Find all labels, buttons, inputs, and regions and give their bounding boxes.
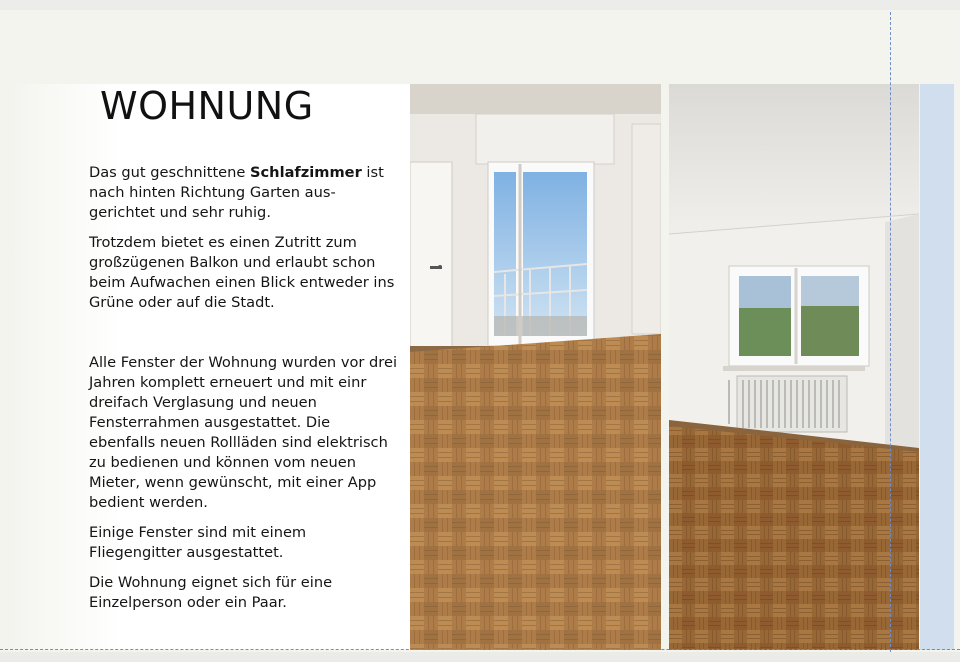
paragraph-bedroom-end: ist nach hinten Richtung Garten aus-gerichtet und sehr ruhig. xyxy=(89,164,384,221)
paragraph-windows: Alle Fenster der Wohnung wurden vor drei Jahren komplett erneuert und mit einr dreifach Verglasung und neuen Fensterrahmen ausgestattet. Die ebenfalls neuen Rollläden sind elektrisch zu bedienen und können vom neuen Mieter, wenn gewünscht, mit einer App bedient werden. xyxy=(89,354,397,511)
paragraph-fly-screens: Einige Fenster sind mit einem Fliegengitter ausgestattet. xyxy=(89,524,307,561)
title-band xyxy=(2,10,952,84)
paragraph-bedroom xyxy=(89,163,401,223)
slide-body-text xyxy=(89,163,401,613)
balcony-room-illustration xyxy=(410,84,661,650)
paragraph-bedroom-start: Das gut geschnittene xyxy=(89,164,251,181)
canvas-top-margin xyxy=(0,0,960,10)
room-photo-window-radiator xyxy=(669,84,919,650)
canvas-bottom-margin xyxy=(0,652,960,662)
slide-title: WOHNUNG xyxy=(100,84,314,128)
accent-strip xyxy=(920,84,954,650)
paragraph-suitability: Die Wohnung eignet sich für eine Einzelperson oder ein Paar. xyxy=(89,574,333,611)
horizontal-guide-line xyxy=(0,649,960,650)
vertical-guide-line xyxy=(890,12,891,657)
window-room-illustration xyxy=(669,84,919,650)
room-photo-balcony-door xyxy=(410,84,661,650)
paragraph-bedroom-highlight: Schlafzimmer xyxy=(250,164,362,181)
paragraph-balcony: Trotzdem bietet es einen Zutritt zum großzügenen Balkon und erlaubt schon beim Aufwachen einen Blick entweder ins Grüne oder auf die Stadt. xyxy=(89,234,395,311)
